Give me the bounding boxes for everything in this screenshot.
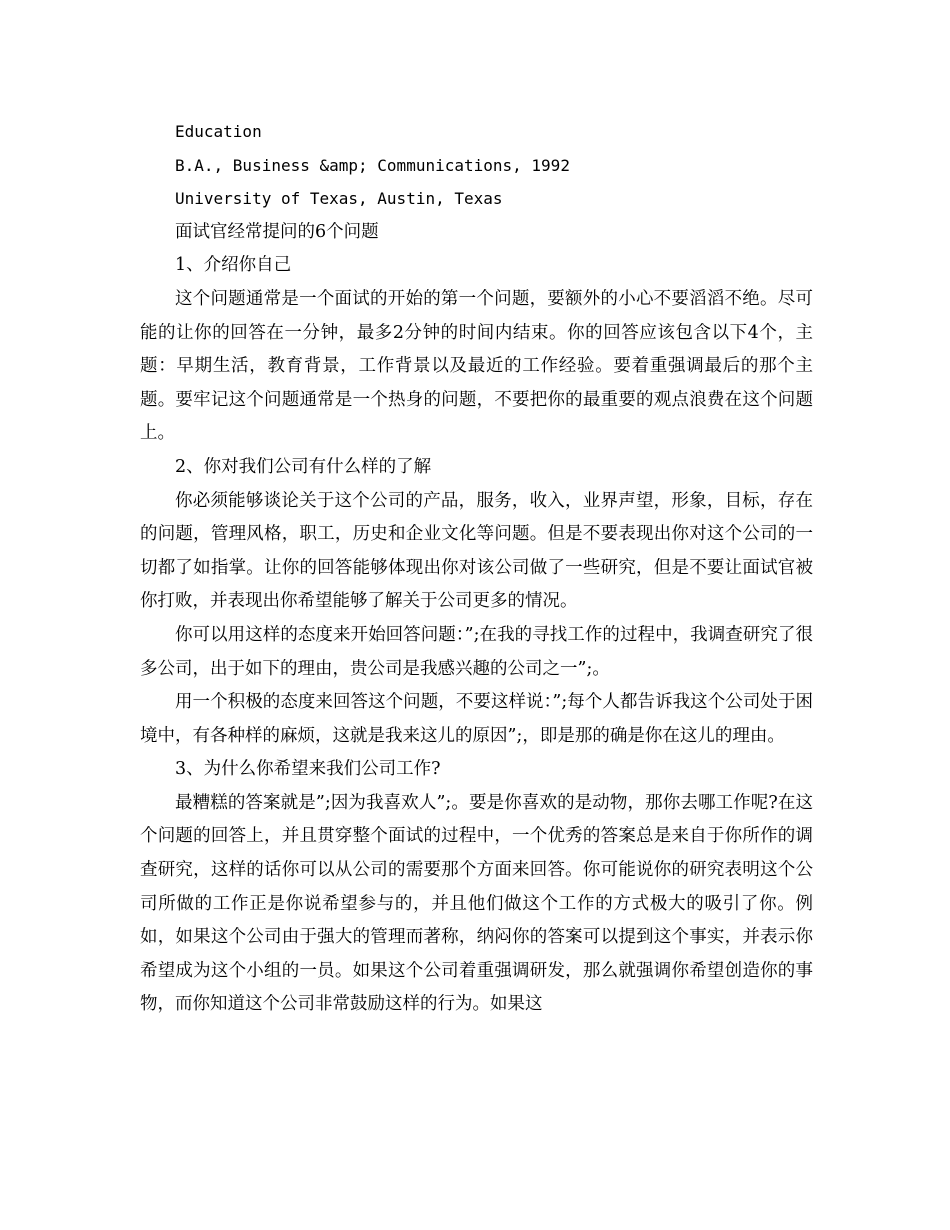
question-3-body: 最糟糕的答案就是”;因为我喜欢人”;。要是你喜欢的是动物，那你去哪工作呢?在这个问题的回答上，并且贯穿整个面试的过程中，一个优秀的答案总是来自于你所作的调查研究，这样的话你可以从公司的需要那个方面来回答。你可能说你的研究表明这个公司所做的工作正是你说希望参与的，并且他们做这个工作的方式极大的吸引了你。例如，如果这个公司由于强大的管理而著称，纳闷你的答案可以提到这个事实，并表示你希望成为这个小组的一员。如果这个公司着重强调研发，那么就强调你希望创造你的事物，而你知道这个公司非常鼓励这样的行为。如果这 xyxy=(140,792,813,1015)
document-body xyxy=(140,115,813,1022)
section-title: 面试官经常提问的6个问题 xyxy=(175,221,379,242)
education-heading: Education xyxy=(175,122,262,141)
university-line: University of Texas, Austin, Texas xyxy=(175,189,503,209)
question-3-title: 3、为什么你希望来我们公司工作? xyxy=(175,759,441,780)
question-2-title: 2、你对我们公司有什么样的了解 xyxy=(175,456,432,477)
question-2-body-3: 用一个积极的态度来回答这个问题，不要这样说：”;每个人都告诉我这个公司处于困境中，有各种样的麻烦，这就是我来这儿的原因”;，即是那的确是你在这儿的理由。 xyxy=(140,692,813,746)
degree-line: B.A., Business &amp; Communications, 1992 xyxy=(175,155,570,175)
question-2-body-1: 你必须能够谈论关于这个公司的产品，服务，收入，业界声望，形象，目标，存在的问题，管理风格，职工，历史和企业文化等问题。但是不要表现出你对这个公司的一切都了如指掌。让你的回答能够体现出你对该公司做了一些研究，但是不要让面试官被你打败，并表现出你希望能够了解关于公司更多的情况。 xyxy=(140,490,813,612)
question-1-body: 这个问题通常是一个面试的开始的第一个问题，要额外的小心不要滔滔不绝。尽可能的让你的回答在一分钟，最多2分钟的时间内结束。你的回答应该包含以下4个，主题：早期生活，教育背景，工作背景以及最近的工作经验。要着重强调最后的那个主题。要牢记这个问题通常是一个热身的问题，不要把你的最重要的观点浪费在这个问题上。 xyxy=(140,288,813,444)
question-1-title: 1、介绍你自己 xyxy=(175,255,292,276)
question-2-body-2: 你可以用这样的态度来开始回答问题：”;在我的寻找工作的过程中，我调查研究了很多公司，出于如下的理由，贵公司是我感兴趣的公司之一”;。 xyxy=(140,624,813,679)
